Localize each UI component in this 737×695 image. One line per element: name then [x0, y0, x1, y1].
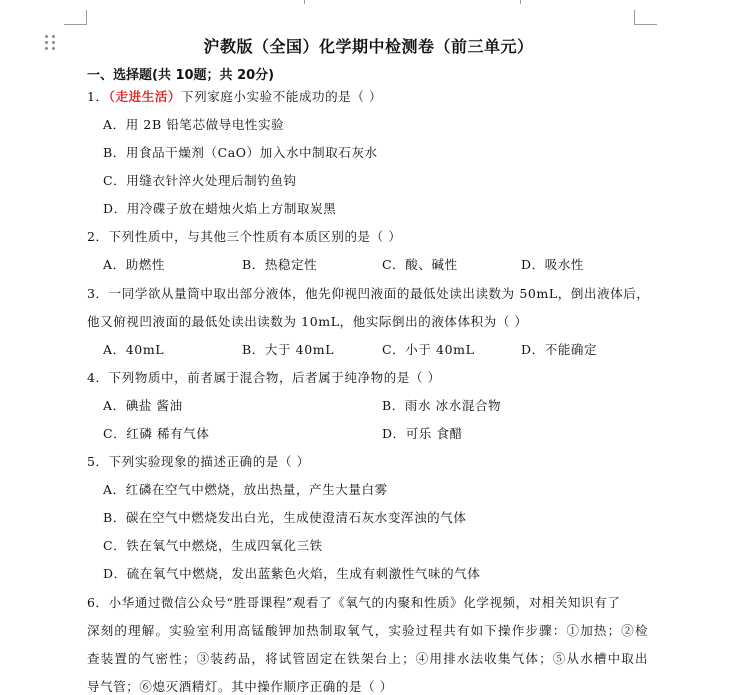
question-6 — [87, 593, 620, 611]
question-2 — [87, 227, 401, 245]
question-5 — [87, 452, 310, 470]
question-stem: 下列物质中，前者属于混合物，后者属于纯净物的是（ ） — [108, 370, 441, 385]
question-6-line-3: 查装置的气密性；③装药品，将试管固定在铁架台上；④用排水法收集气体；⑤从水槽中取出 — [87, 651, 649, 666]
option-a: A．助燃性 — [103, 257, 166, 272]
question-stem: 下列家庭小实验不能成功的是（ ） — [181, 89, 383, 104]
ruler-tick — [520, 0, 521, 4]
option-c: C．小于 40mL — [382, 342, 475, 357]
section-heading: 一、选择题(共 10题；共 20分) — [87, 68, 275, 83]
question-number: 6． — [87, 595, 109, 610]
option-c: C．酸、碱性 — [382, 257, 458, 272]
question-tag: （走进生活） — [108, 89, 182, 104]
margin-corner-mark — [64, 10, 87, 25]
question-4 — [87, 368, 441, 386]
option-b: B．碳在空气中燃烧发出白光，生成使澄清石灰水变浑浊的气体 — [103, 510, 467, 525]
question-stem: 下列性质中，与其他三个性质有本质区别的是（ ） — [108, 229, 402, 244]
option-a: A．用 2B 铅笔芯做导电性实验 — [103, 117, 285, 132]
option-b: B．雨水 冰水混合物 — [382, 398, 502, 413]
option-b: B．热稳定性 — [242, 257, 318, 272]
question-number: 5． — [87, 454, 109, 469]
option-b: B．大于 40mL — [242, 342, 335, 357]
document-title: 沪教版（全国）化学期中检测卷（前三单元） — [203, 37, 534, 56]
option-d: D．硫在氧气中燃烧，发出蓝紫色火焰，生成有刺激性气味的气体 — [103, 566, 481, 581]
option-c: C．铁在氧气中燃烧，生成四氧化三铁 — [103, 538, 323, 553]
question-3-continued: 他又俯视凹液面的最低处读出读数为 10mL，他实际倒出的液体体积为（ ） — [87, 314, 528, 329]
question-6-line-2: 深刻的理解。实验室利用高锰酸钾加热制取氧气，实验过程共有如下操作步骤：①加热；②检 — [87, 623, 649, 638]
question-number: 4． — [87, 370, 109, 385]
question-3 — [87, 284, 650, 302]
option-d: D．吸水性 — [521, 257, 585, 272]
question-6-line-4: 导气管；⑥熄灭酒精灯。其中操作顺序正确的是（ ） — [87, 679, 393, 694]
question-number: 1． — [87, 89, 109, 104]
option-d: D．不能确定 — [521, 342, 598, 357]
question-1 — [87, 87, 382, 105]
option-a: A．碘盐 酱油 — [103, 398, 183, 413]
question-number: 2． — [87, 229, 109, 244]
option-a: A．40mL — [103, 342, 165, 357]
option-b: B．用食品干燥剂（CaO）加入水中制取石灰水 — [103, 145, 378, 160]
margin-corner-mark — [634, 10, 657, 25]
option-c: C．红磷 稀有气体 — [103, 426, 210, 441]
option-a: A．红磷在空气中燃烧，放出热量，产生大量白雾 — [103, 482, 388, 497]
option-d: D．可乐 食醋 — [382, 426, 463, 441]
option-c: C．用缝衣针淬火处理后制钓鱼钩 — [103, 173, 297, 188]
question-stem: 小华通过微信公众号“胜哥课程”观看了《氧气的内聚和性质》化学视频，对相关知识有了 — [108, 595, 621, 610]
option-d: D．用冷碟子放在蜡烛火焰上方制取炭黑 — [103, 201, 337, 216]
question-number: 3． — [87, 286, 109, 301]
question-stem: 一同学欲从量筒中取出部分液体，他先仰视凹液面的最低处读出读数为 50mL，倒出液体后， — [108, 286, 650, 301]
ruler-tick — [304, 0, 305, 4]
question-stem: 下列实验现象的描述正确的是（ ） — [108, 454, 310, 469]
